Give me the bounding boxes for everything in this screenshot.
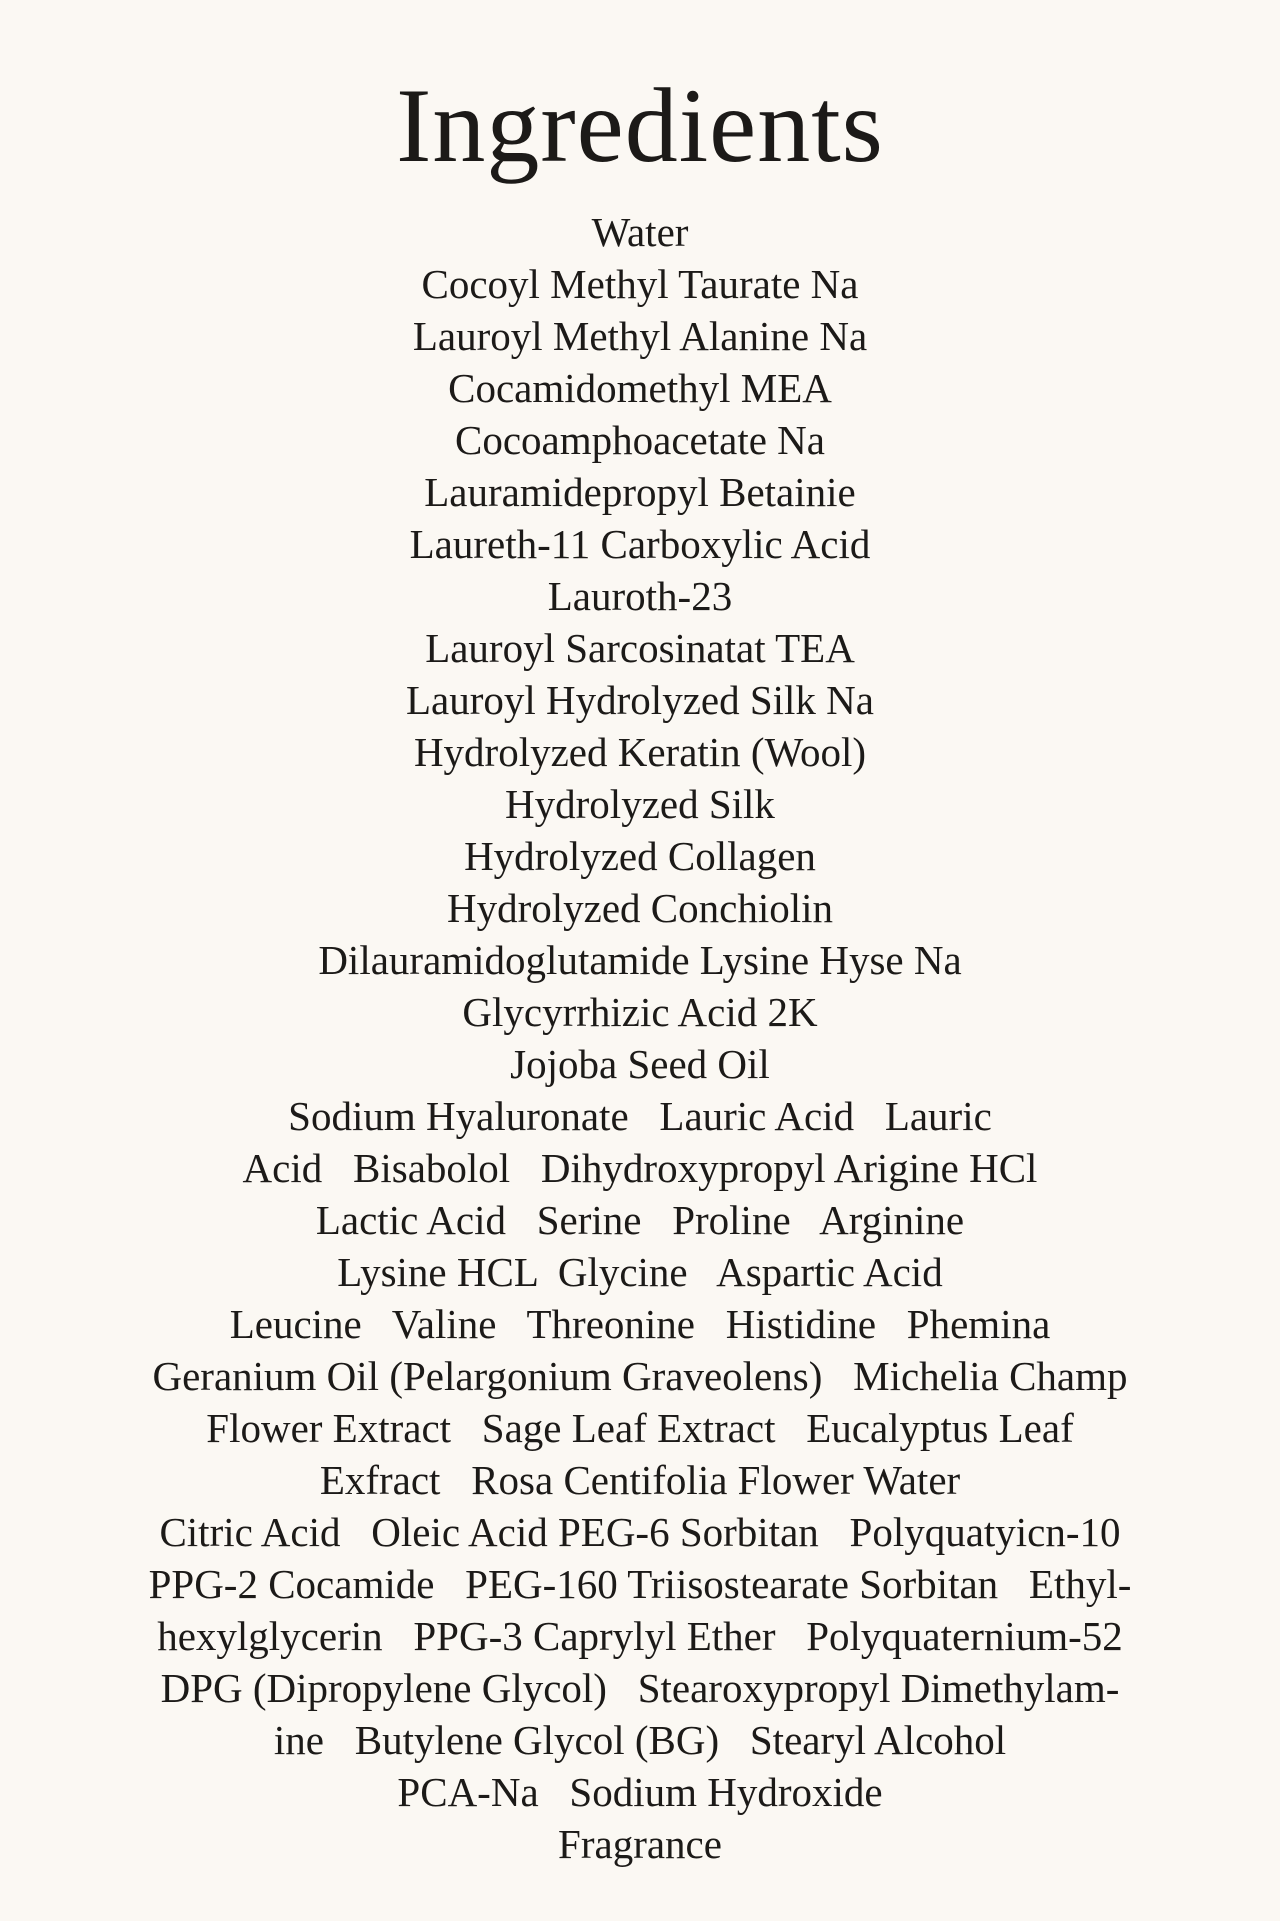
ingredient-line: Lysine HCL Glycine Aspartic Acid <box>337 1249 943 1295</box>
ingredient-line: Lactic Acid Serine Proline Arginine <box>315 1197 965 1243</box>
ingredient-line: Lauroyl Hydrolyzed Silk Na <box>406 677 874 723</box>
ingredient-line: Geranium Oil (Pelargonium Graveolens) Michelia Champ <box>152 1353 1128 1399</box>
ingredient-line: Cocoyl Methyl Taurate Na <box>421 261 859 307</box>
ingredient-line: Glycyrrhizic Acid 2K <box>462 989 818 1035</box>
ingredient-line: Hydrolyzed Keratin (Wool) <box>413 729 867 775</box>
ingredient-line: Exfract Rosa Centifolia Flower Water <box>319 1457 961 1503</box>
ingredient-line: Dilauramidoglutamide Lysine Hyse Na <box>318 937 962 983</box>
ingredient-line: Lauroth-23 <box>547 573 733 619</box>
ingredient-line: hexylglycerin PPG-3 Caprylyl Ether Polyquaternium-52 <box>157 1613 1123 1659</box>
ingredient-line: Citric Acid Oleic Acid PEG-6 Sorbitan Polyquatyicn-10 <box>159 1509 1121 1555</box>
ingredient-line: Lauroyl Methyl Alanine Na <box>412 313 868 359</box>
page-title: Ingredients <box>396 67 884 184</box>
ingredient-line: Acid Bisabolol Dihydroxypropyl Arigine HCl <box>242 1145 1038 1191</box>
ingredient-line: Fragrance <box>558 1821 722 1867</box>
ingredient-line: Laureth-11 Carboxylic Acid <box>409 521 871 567</box>
ingredient-line: Leucine Valine Threonine Histidine Phemina <box>229 1301 1051 1347</box>
ingredient-line: PPG-2 Cocamide PEG-160 Triisostearate Sorbitan Ethyl- <box>148 1561 1132 1607</box>
ingredient-line: Sodium Hyaluronate Lauric Acid Lauric <box>288 1093 992 1139</box>
ingredient-line: Hydrolyzed Conchiolin <box>446 885 834 931</box>
ingredient-line: Jojoba Seed Oil <box>510 1041 770 1087</box>
ingredient-line: Water <box>591 209 689 255</box>
ingredient-line: Hydrolyzed Collagen <box>464 833 816 879</box>
ingredient-line: Cocoamphoacetate Na <box>455 417 825 463</box>
ingredient-line: Cocamidomethyl MEA <box>448 365 832 411</box>
ingredient-line: Flower Extract Sage Leaf Extract Eucalyptus Leaf <box>206 1405 1074 1451</box>
ingredient-line: Hydrolyzed Silk <box>505 781 775 827</box>
ingredient-line: Lauroyl Sarcosinatat TEA <box>425 625 855 671</box>
ingredient-line: ine Butylene Glycol (BG) Stearyl Alcohol <box>273 1717 1007 1763</box>
ingredient-line: DPG (Dipropylene Glycol) Stearoxypropyl Dimethylam- <box>160 1665 1120 1711</box>
ingredient-line: Lauramidepropyl Betainie <box>424 469 856 515</box>
ingredient-line: PCA-Na Sodium Hydroxide <box>397 1769 883 1815</box>
